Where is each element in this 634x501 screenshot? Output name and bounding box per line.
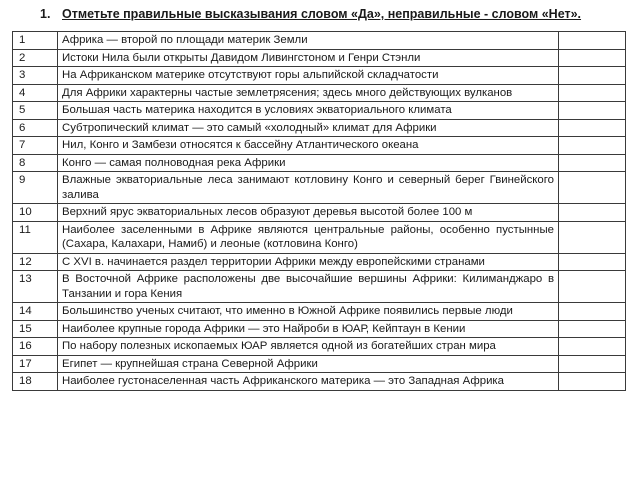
table-row — [13, 67, 626, 85]
table-row — [13, 102, 626, 120]
statement-text: Большая часть материка находится в условиях экваториального климата — [58, 102, 559, 120]
statement-text: Наиболее крупные города Африки — это Найроби в ЮАР, Кейптаун в Кении — [58, 320, 559, 338]
answer-cell[interactable] — [559, 303, 626, 321]
statement-text: Влажные экваториальные леса занимают котловину Конго и северный берег Гвинейского залива — [58, 172, 559, 204]
answer-cell[interactable] — [559, 172, 626, 204]
answer-cell[interactable] — [559, 338, 626, 356]
table-row — [13, 320, 626, 338]
row-number: 12 — [13, 253, 58, 271]
statement-text: Конго — самая полноводная река Африки — [58, 154, 559, 172]
answer-cell[interactable] — [559, 355, 626, 373]
table-row — [13, 221, 626, 253]
row-number: 10 — [13, 204, 58, 222]
table-row — [13, 271, 626, 303]
statement-text: В Восточной Африке расположены две высочайшие вершины Африки: Килиманджаро в Танзании и гора Кения — [58, 271, 559, 303]
table-row — [13, 137, 626, 155]
answer-cell[interactable] — [559, 154, 626, 172]
statement-text: По набору полезных ископаемых ЮАР является одной из богатейших стран мира — [58, 338, 559, 356]
statements-table — [12, 31, 626, 391]
answer-cell[interactable] — [559, 49, 626, 67]
answer-cell[interactable] — [559, 373, 626, 391]
table-row — [13, 338, 626, 356]
statement-text: Субтропический климат — это самый «холодный» климат для Африки — [58, 119, 559, 137]
table-row — [13, 373, 626, 391]
row-number: 3 — [13, 67, 58, 85]
answer-cell[interactable] — [559, 221, 626, 253]
row-number: 16 — [13, 338, 58, 356]
row-number: 9 — [13, 172, 58, 204]
statement-text: Истоки Нила были открыты Давидом Ливингстоном и Генри Стэнли — [58, 49, 559, 67]
row-number: 14 — [13, 303, 58, 321]
answer-cell[interactable] — [559, 204, 626, 222]
answer-cell[interactable] — [559, 84, 626, 102]
answer-cell[interactable] — [559, 102, 626, 120]
row-number: 8 — [13, 154, 58, 172]
answer-cell[interactable] — [559, 320, 626, 338]
table-row — [13, 204, 626, 222]
table-row — [13, 32, 626, 50]
row-number: 15 — [13, 320, 58, 338]
task-number: 1. — [40, 7, 51, 21]
row-number: 11 — [13, 221, 58, 253]
table-row — [13, 154, 626, 172]
answer-cell[interactable] — [559, 253, 626, 271]
row-number: 17 — [13, 355, 58, 373]
table-row — [13, 49, 626, 67]
statement-text: С XVI в. начинается раздел территории Африки между европейскими странами — [58, 253, 559, 271]
table-row — [13, 303, 626, 321]
answer-cell[interactable] — [559, 67, 626, 85]
statement-text: Африка — второй по площади материк Земли — [58, 32, 559, 50]
statement-text: Наиболее заселенными в Африке являются центральные районы, особенно пустынные (Сахара, Калахари, Намиб) и леоные (котловина Конго) — [58, 221, 559, 253]
row-number: 1 — [13, 32, 58, 50]
table-row — [13, 84, 626, 102]
answer-cell[interactable] — [559, 137, 626, 155]
task-title: Отметьте правильные высказывания словом «Да», неправильные - словом «Нет». — [62, 7, 582, 21]
table-row — [13, 253, 626, 271]
row-number: 7 — [13, 137, 58, 155]
answer-cell[interactable] — [559, 119, 626, 137]
answer-cell[interactable] — [559, 271, 626, 303]
row-number: 13 — [13, 271, 58, 303]
table-row — [13, 172, 626, 204]
row-number: 6 — [13, 119, 58, 137]
table-row — [13, 119, 626, 137]
statement-text: На Африканском материке отсутствуют горы альпийской складчатости — [58, 67, 559, 85]
statement-text: Нил, Конго и Замбези относятся к бассейну Атлантического океана — [58, 137, 559, 155]
task-heading — [40, 6, 630, 22]
statement-text: Верхний ярус экваториальных лесов образуют деревья высотой более 100 м — [58, 204, 559, 222]
statement-text: Египет — крупнейшая страна Северной Африки — [58, 355, 559, 373]
row-number: 18 — [13, 373, 58, 391]
answer-cell[interactable] — [559, 32, 626, 50]
row-number: 2 — [13, 49, 58, 67]
row-number: 5 — [13, 102, 58, 120]
statement-text: Для Африки характерны частые землетрясения; здесь много действующих вулканов — [58, 84, 559, 102]
statement-text: Большинство ученых считают, что именно в Южной Африке появились первые люди — [58, 303, 559, 321]
row-number: 4 — [13, 84, 58, 102]
table-row — [13, 355, 626, 373]
statement-text: Наиболее густонаселенная часть Африканского материка — это Западная Африка — [58, 373, 559, 391]
